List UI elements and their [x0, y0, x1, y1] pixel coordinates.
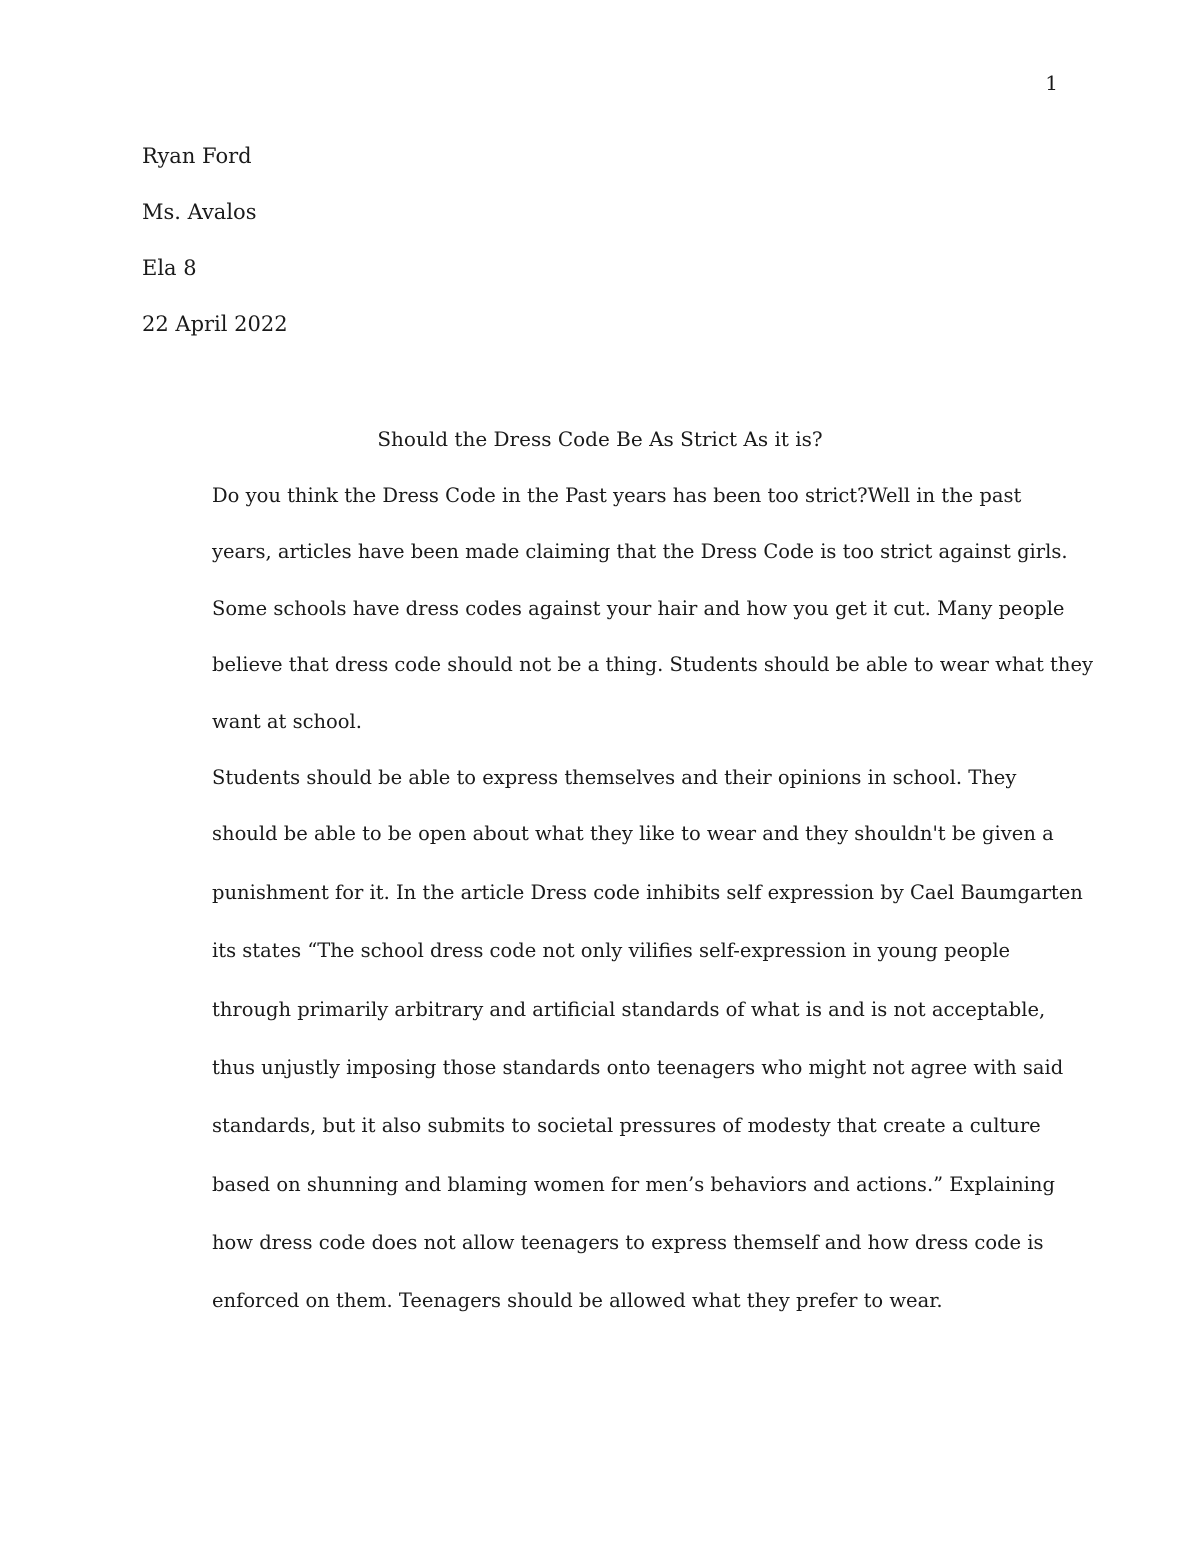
page-number: 1	[1045, 71, 1058, 95]
paragraph-line: standards, but it also submits to societal pressures of modesty that create a culture	[212, 1114, 1041, 1138]
course-name: Ela 8	[142, 256, 197, 280]
paragraph-1	[212, 480, 1093, 762]
paragraph-line: Do you think the Dress Code in the Past years has been too strict?Well in the past	[212, 484, 1022, 507]
paragraph-line: Some schools have dress codes against your hair and how you get it cut. Many people	[212, 596, 1065, 620]
teacher-name: Ms. Avalos	[142, 200, 257, 224]
paragraph-line: enforced on them. Teenagers should be allowed what they prefer to wear.	[212, 1289, 943, 1313]
mla-heading	[142, 140, 1042, 364]
essay-date: 22 April 2022	[142, 312, 288, 336]
paragraph-line: should be able to be open about what they like to wear and they shouldn't be given a	[212, 822, 1054, 846]
paragraph-line: years, articles have been made claiming that the Dress Code is too strict against girls.	[212, 540, 1068, 564]
paragraph-line: through primarily arbitrary and artificial standards of what is and is not acceptable,	[212, 997, 1046, 1021]
paragraph-line: punishment for it. In the article Dress code inhibits self expression by Cael Baumgarten	[212, 880, 1083, 904]
essay-body	[212, 480, 1093, 1344]
paragraph-line: based on shunning and blaming women for men’s behaviors and actions.” Explaining	[212, 1172, 1055, 1196]
paragraph-2	[212, 762, 1083, 1344]
paragraph-line: believe that dress code should not be a thing. Students should be able to wear what they	[212, 653, 1093, 677]
paragraph-line: how dress code does not allow teenagers to express themself and how dress code is	[212, 1231, 1044, 1255]
paragraph-line: Students should be able to express themselves and their opinions in school. They	[212, 765, 1017, 789]
paragraph-line: its states “The school dress code not only vilifies self-expression in young people	[212, 939, 1011, 963]
paragraph-line: thus unjustly imposing those standards onto teenagers who might not agree with said	[212, 1055, 1064, 1079]
essay-title: Should the Dress Code Be As Strict As it is?	[377, 427, 823, 451]
paragraph-line: want at school.	[212, 709, 362, 733]
student-name: Ryan Ford	[142, 144, 252, 168]
